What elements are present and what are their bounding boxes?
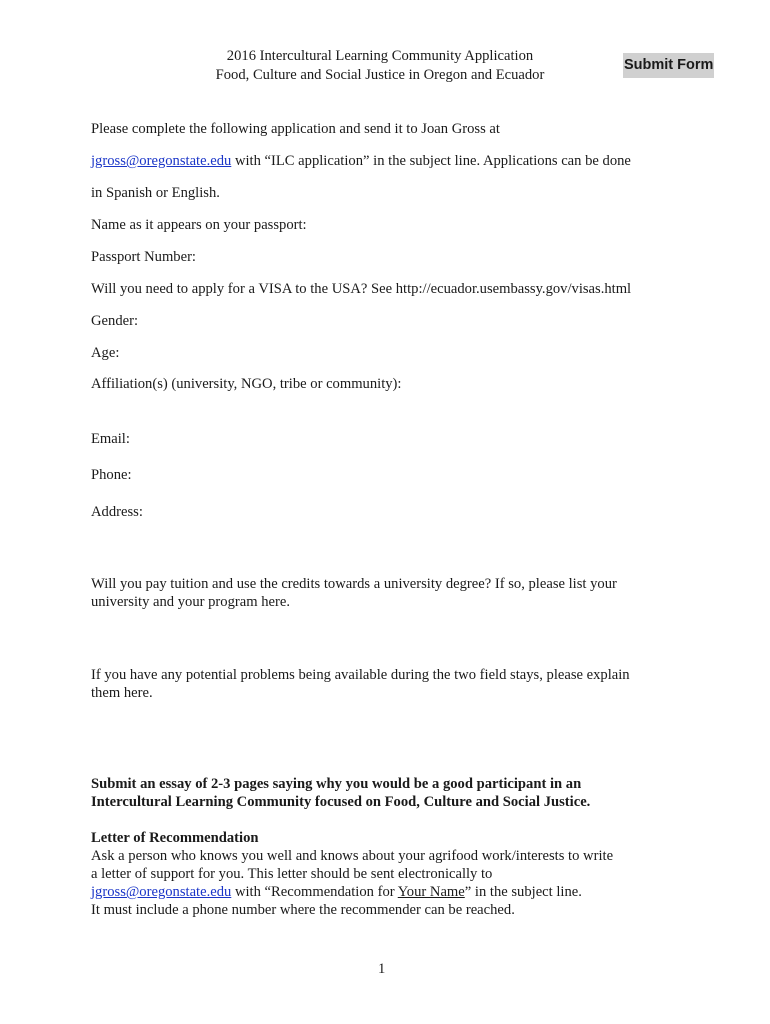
field-affiliation-label: Affiliation(s) (university, NGO, tribe or community): [91,376,402,392]
intro-line-2 [91,152,631,170]
essay-instructions [91,775,691,811]
recommendation-line-1: Ask a person who knows you well and knows about your agrifood work/interests to write [91,848,614,864]
field-age-label: Age: [91,345,120,361]
intro-line-3: in Spanish or English. [91,185,220,201]
field-address-label: Address: [91,504,143,520]
document-title: 2016 Intercultural Learning Community Application [226,48,534,64]
recommendation-line-3-mid: with “Recommendation for [231,884,398,900]
field-passport-label: Passport Number: [91,249,196,265]
field-gender-label: Gender: [91,313,139,329]
essay-line-1: Submit an essay of 2-3 pages saying why you would be a good participant in an [91,776,582,792]
recommendation-line-3-end: ” in the subject line. [464,884,582,900]
field-email-label: Email: [91,431,130,447]
submit-form-button[interactable]: Submit Form [623,53,714,78]
essay-line-2: Intercultural Learning Community focused on Food, Culture and Social Justice. [91,794,591,810]
availability-question-line-2: them here. [91,685,153,701]
recommendation-heading: Letter of Recommendation [91,830,259,846]
tuition-question-line-2: university and your program here. [91,594,290,610]
availability-question [91,666,691,702]
intro-line-2-text: with “ILC application” in the subject line. Applications can be done [231,153,631,169]
document-header [150,47,610,85]
field-visa-label: Will you need to apply for a VISA to the USA? See http://ecuador.usembassy.gov/visas.html [91,281,632,297]
your-name-text: Your Name [397,884,465,900]
recommendation-email-link[interactable]: jgross@oregonstate.edu [91,884,232,900]
recommendation-line-3 [91,883,691,901]
tuition-question [91,575,691,611]
recommendation-line-2: a letter of support for you. This letter should be sent electronically to [91,866,493,882]
field-name-label: Name as it appears on your passport: [91,217,307,233]
recommendation-section [91,829,691,919]
contact-email-link[interactable]: jgross@oregonstate.edu [91,153,232,169]
page-number: 1 [378,961,386,977]
intro-line-1: Please complete the following application and send it to Joan Gross at [91,121,500,137]
field-phone-label: Phone: [91,467,132,483]
availability-question-line-1: If you have any potential problems being available during the two field stays, please explain [91,667,630,683]
tuition-question-line-1: Will you pay tuition and use the credits towards a university degree? If so, please list your [91,576,617,592]
recommendation-line-4: It must include a phone number where the recommender can be reached. [91,902,515,918]
document-subtitle: Food, Culture and Social Justice in Oregon and Ecuador [215,67,545,83]
